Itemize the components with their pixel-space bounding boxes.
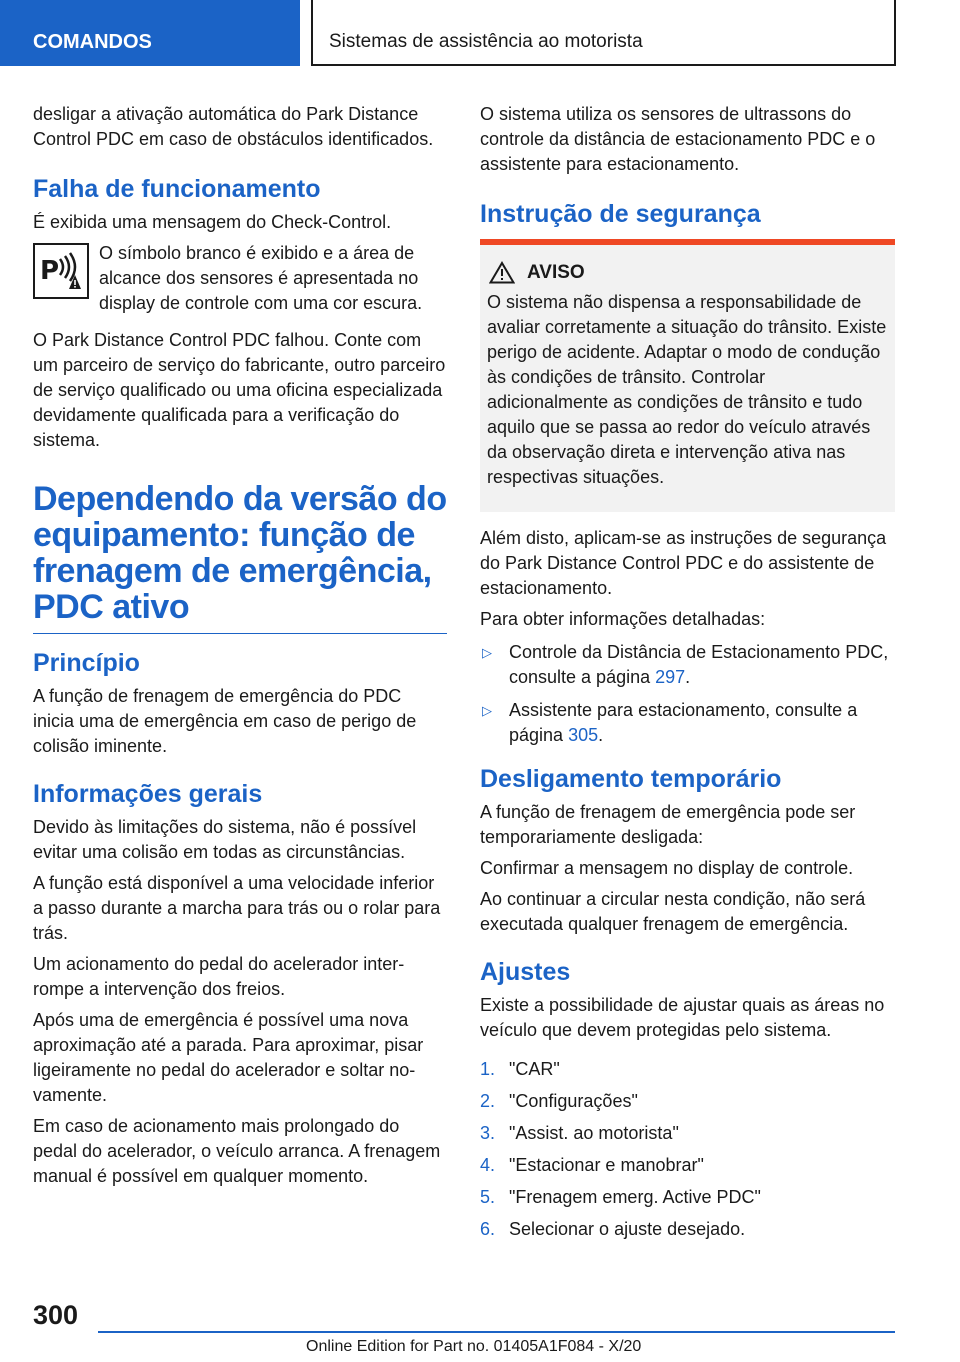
pdc-sensor-icon [33,243,89,299]
step-text: "Estacionar e manobrar" [509,1155,704,1175]
paragraph: O sistema utiliza os sensores de ultrassons do controle da distância de estacionamento PDC e o assistente para estacionamento. [480,104,876,174]
header-chapter-title: Sistemas de assistência ao motorista [311,0,896,66]
warning-box [480,239,895,512]
step-text: "Configurações" [509,1091,638,1111]
heading-informacoes: Informações gerais [33,780,263,808]
paragraph: A função de frenagem de emergência pode ser temporariamente desligada: [480,802,856,847]
heading-falha: Falha de funcionamento [33,175,321,203]
paragraph: Existe a possibilidade de ajustar quais as áreas no veículo que devem protegidas pelo sistema. [480,995,885,1040]
paragraph: Confirmar a mensagem no display de controle. [480,858,854,878]
page-number: 300 [33,1300,79,1330]
paragraph: Além disto, aplicam-se as instruções de segurança do Park Distance Control PDC e do assistente de estacionamento. [480,528,887,598]
paragraph: O Park Distance Control PDC falhou. Conte com um parceiro de serviço do fabricante, outro parceiro de serviço qualificado ou uma oficina especializada devidamente qualificada para a verificação do sistema. [33,330,446,450]
paragraph: Em caso de acionamento mais prolongado do pedal do acelerador, o veículo arranca. A frenagem manual é possível em qualquer momento. [33,1116,441,1186]
list-item [480,640,895,690]
list-item [480,1121,895,1146]
heading-seguranca: Instrução de segurança [480,200,761,228]
step-number: 4. [480,1155,496,1175]
step-number: 2. [480,1091,496,1111]
paragraph: Um acionamento do pedal do acelerador interrompe a intervenção dos freios. [33,954,405,999]
left-column [33,102,447,1195]
bullet-marker: ▷ [482,703,492,718]
warning-triangle-icon [489,261,515,284]
list-item-text: Controle da Distância de Estacionamento PDC, consulte a página 297. [509,642,889,687]
page-link[interactable]: 305 [568,725,599,745]
paragraph: Para obter informações detalhadas: [480,609,766,629]
heading-principio: Princípio [33,649,140,677]
step-text: Selecionar o ajuste desejado. [509,1219,746,1239]
paragraph: A função está disponível a uma velocidade inferior a passo durante a marcha para trás ou o rolar para trás. [33,873,441,943]
step-number: 5. [480,1187,496,1207]
main-heading: Dependendo da versão do equipamento: função de frenagem de emergência, PDC ativo [33,481,447,634]
step-text: "Assist. ao motorista" [509,1123,679,1143]
step-text: "CAR" [509,1059,560,1079]
list-item [480,1185,895,1210]
heading-ajustes: Ajustes [480,958,571,986]
list-item [480,1089,895,1114]
paragraph: A função de frenagem de emergência do PDC inicia uma de emergência em caso de perigo de colisão iminente. [33,686,417,756]
footer-divider [98,1331,895,1333]
list-item [480,1217,895,1242]
bullet-marker: ▷ [482,645,492,660]
step-number: 6. [480,1219,496,1239]
step-text: "Frenagem emerg. Active PDC" [509,1187,761,1207]
reference-list [480,640,895,748]
paragraph: Devido às limitações do sistema, não é possível evitar uma colisão em todas as circunstâncias. [33,817,417,862]
list-item [480,1153,895,1178]
list-item [480,1057,895,1082]
footer-edition: Online Edition for Part no. 01405A1F084 - X/20 [306,1338,642,1355]
heading-desligamento: Desligamento temporário [480,765,782,793]
paragraph: Ao continuar a circular nesta condição, não será executada qualquer frenagem de emergência. [480,889,866,934]
page-link[interactable]: 297 [655,667,686,687]
paragraph: desligar a ativação automática do Park Distance Control PDC em caso de obstáculos identificados. [33,104,434,149]
paragraph: É exibida uma mensagem do Check-Control. [33,212,392,232]
paragraph: O símbolo branco é exibido e a área de alcance dos sensores é apresentada no display de controle com uma cor escura. [99,243,423,313]
warning-title [487,261,888,284]
warning-label: AVISO [527,261,585,283]
step-number: 3. [480,1123,496,1143]
right-column [480,102,895,1249]
settings-steps [480,1057,895,1242]
list-item-text: Assistente para estacionamento, consulte a página 305. [509,700,858,745]
svg-text:P: P [40,256,60,286]
step-number: 1. [480,1059,496,1079]
header-section-tab: COMANDOS [0,0,300,66]
paragraph: Após uma de emergência é possível uma nova aproximação até a parada. Para aproximar, pisar ligeiramente no pedal do acelerador e soltar novamente. [33,1010,424,1105]
warning-text: O sistema não dispensa a responsabilidade de avaliar corretamente a situação do trânsito. Existe perigo de acidente. Adaptar o modo de condução às condições de trânsito. Controlar adicionalmente as condições de trânsito e tudo aquilo que se passa ao redor do veículo através da observação direta e intervenção ativa nas respectivas situações. [487,292,887,487]
list-item [480,698,895,748]
icon-block [33,241,447,316]
